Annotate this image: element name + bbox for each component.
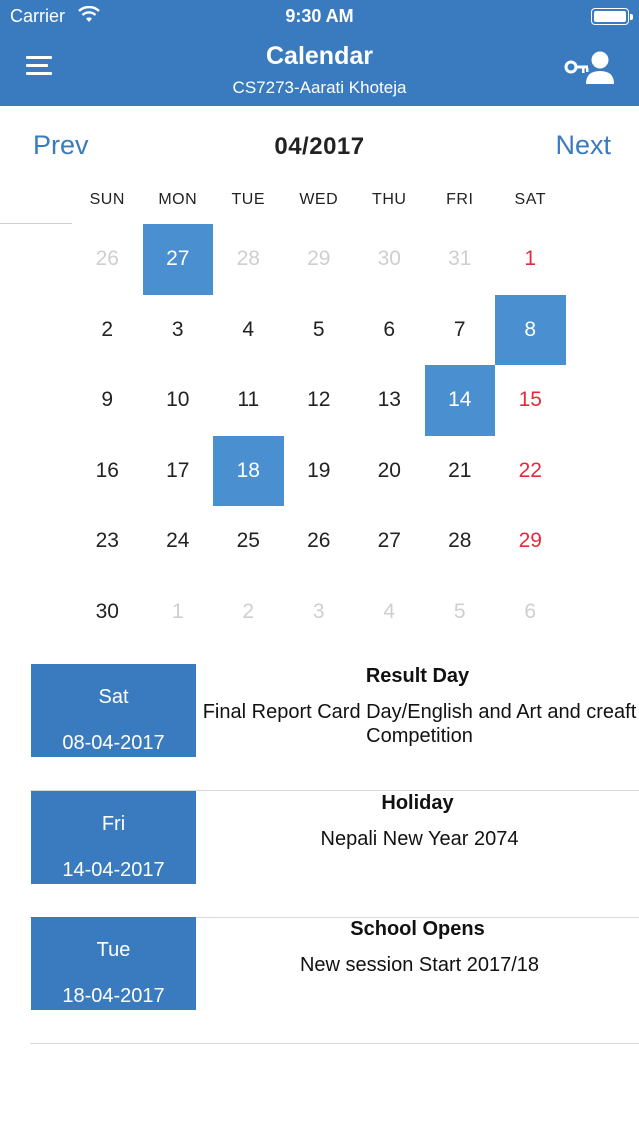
day-cell[interactable]: 2	[101, 317, 114, 341]
weekday-label: MON	[158, 191, 198, 208]
day-cell[interactable]: 13	[377, 388, 401, 412]
day-cell[interactable]: 30	[377, 247, 401, 271]
event-title: Holiday	[381, 791, 454, 814]
event-row[interactable]	[30, 664, 639, 791]
day-cell[interactable]: 27	[377, 529, 401, 553]
day-cell[interactable]: 10	[166, 388, 190, 412]
weekday-label: THU	[372, 191, 407, 208]
event-row[interactable]	[30, 791, 639, 918]
navigation-bar	[0, 0, 639, 106]
day-cell[interactable]: 1	[171, 599, 184, 623]
event-title: School Opens	[350, 918, 485, 940]
event-date: 18-04-2017	[62, 985, 165, 1007]
event-description: New session Start 2017/18	[299, 954, 540, 976]
event-description: Final Report Card Day/English and Art and creaft Competition	[202, 701, 637, 747]
calendar-grid	[72, 224, 639, 648]
day-cell[interactable]: 29	[518, 529, 542, 553]
event-weekday: Tue	[96, 939, 131, 961]
battery-icon	[591, 8, 629, 25]
day-cell[interactable]: 5	[312, 317, 325, 341]
day-cell[interactable]: 23	[95, 529, 119, 553]
event-date-badge	[31, 917, 196, 1010]
day-cell[interactable]: 31	[448, 247, 472, 271]
key-user-icon[interactable]	[562, 48, 618, 88]
day-cell[interactable]: 7	[453, 317, 466, 341]
day-cell[interactable]: 4	[242, 317, 255, 341]
day-cell[interactable]: 19	[307, 458, 331, 482]
day-cell[interactable]: 16	[95, 458, 119, 482]
event-row[interactable]	[30, 917, 639, 1044]
event-date: 08-04-2017	[62, 732, 165, 754]
day-cell[interactable]: 15	[518, 388, 542, 412]
day-cell[interactable]: 29	[307, 247, 331, 271]
day-cell-event[interactable]: 8	[495, 295, 566, 366]
day-cell[interactable]: 17	[166, 458, 190, 482]
day-cell[interactable]: 20	[377, 458, 401, 482]
month-label: 04/2017	[274, 133, 365, 160]
day-cell[interactable]: 11	[237, 388, 260, 412]
event-description: Nepali New Year 2074	[320, 827, 519, 850]
day-cell-event[interactable]: 14	[425, 365, 496, 436]
status-bar	[0, 0, 639, 34]
day-cell[interactable]: 4	[383, 599, 396, 623]
day-cell[interactable]: 6	[524, 599, 537, 623]
day-cell[interactable]: 26	[95, 247, 119, 271]
day-cell[interactable]: 5	[453, 599, 466, 623]
next-month-button[interactable]: Next	[555, 130, 611, 160]
day-cell[interactable]: 2	[242, 599, 255, 623]
weekday-label: WED	[299, 191, 339, 208]
day-cell-event[interactable]: 27	[143, 224, 214, 295]
day-cell[interactable]: 12	[307, 388, 331, 412]
divider	[0, 223, 72, 224]
page-title: Calendar	[266, 42, 373, 70]
weekday-header	[72, 191, 639, 215]
event-title: Result Day	[365, 665, 470, 687]
day-cell[interactable]: 26	[307, 529, 331, 553]
weekday-label: TUE	[231, 191, 265, 208]
day-cell[interactable]: 28	[236, 247, 260, 271]
day-cell[interactable]: 25	[236, 529, 260, 553]
event-weekday: Fri	[101, 812, 126, 835]
day-cell[interactable]: 3	[312, 599, 325, 623]
day-cell[interactable]: 3	[171, 317, 184, 341]
event-date-badge	[31, 791, 196, 884]
event-weekday: Sat	[98, 686, 129, 708]
day-cell[interactable]: 1	[524, 247, 537, 271]
day-cell[interactable]: 24	[166, 529, 190, 553]
status-time: 9:30 AM	[285, 6, 354, 26]
event-date-badge	[31, 664, 196, 757]
carrier-label: Carrier	[10, 6, 66, 26]
weekday-label: FRI	[446, 191, 474, 208]
page-subtitle: CS7273-Aarati Khoteja	[232, 78, 407, 97]
day-cell[interactable]: 6	[383, 317, 396, 341]
day-cell[interactable]: 28	[448, 529, 472, 553]
day-cell-event[interactable]: 18	[213, 436, 284, 507]
day-cell[interactable]: 21	[448, 458, 472, 482]
prev-month-button[interactable]: Prev	[33, 130, 89, 160]
event-date: 14-04-2017	[62, 858, 165, 881]
weekday-label: SUN	[89, 191, 125, 208]
day-cell[interactable]: 9	[101, 388, 114, 412]
weekday-label: SAT	[514, 191, 546, 208]
day-cell[interactable]: 22	[518, 458, 542, 482]
day-cell[interactable]: 30	[95, 599, 119, 623]
